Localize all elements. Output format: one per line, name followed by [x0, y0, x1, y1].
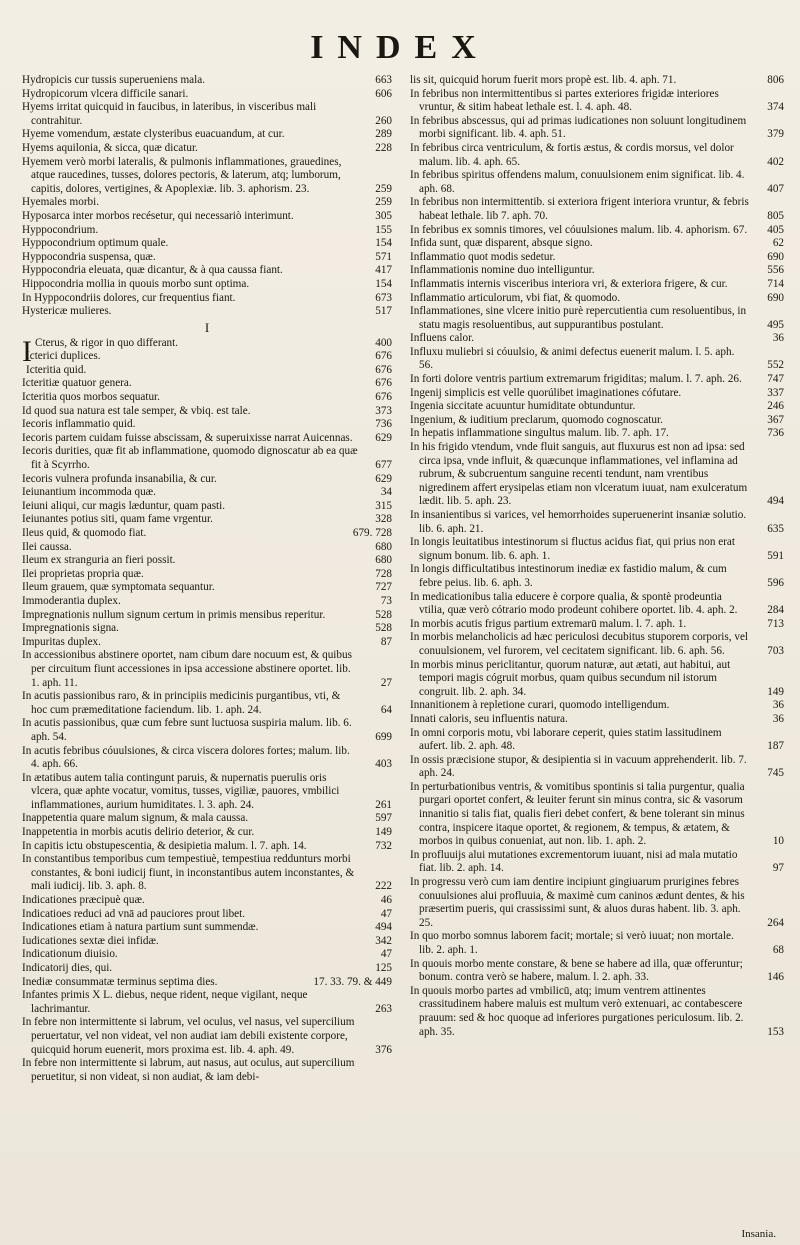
page-number: 342: [375, 934, 392, 947]
index-entry: [22, 1057, 392, 1084]
index-entry: [22, 622, 392, 636]
entry-text: In ossis præcisione stupor, & desipientia si in vacuum apprehenderit. lib. 7. aph. 24.: [410, 753, 747, 780]
index-entry: [22, 156, 392, 197]
entry-text: Inflammatio articulorum, vbi fiat, & quomodo.: [410, 291, 621, 304]
entry-list-left-2: [22, 350, 392, 1084]
entry-text: Indicationes præcipuè quæ.: [22, 894, 145, 907]
index-entry: [22, 500, 392, 514]
page-number: 17. 33. 79. & 449: [313, 975, 392, 988]
page-number: 597: [375, 812, 392, 825]
index-entry: [22, 445, 392, 472]
entry-text: In hepatis inflammatione singultus malum. lib. 7. aph. 17.: [410, 427, 669, 440]
page-number: 376: [375, 1043, 392, 1056]
index-entry: [410, 958, 784, 985]
index-entry: [410, 400, 784, 414]
entry-text: Hyemem verò morbi lateralis, & pulmonis inflammationes, grauedines, atque raucedines, tusses, dolores pectoris, & laterum, atq; lumborum, capitis, dolores, vertigines, & Apoplexiæ. lib. 3. aphorism. 23.: [22, 155, 342, 195]
page-number: 46: [380, 894, 392, 907]
index-entry: [410, 224, 784, 238]
index-column-left: [22, 74, 392, 1236]
page-number: 228: [375, 141, 392, 154]
index-entry: [22, 853, 392, 894]
page-number: 260: [375, 114, 392, 127]
entry-text: In perturbationibus ventris, & vomitibus spontinis si talia purgentur, qualia purgari oportet confert, & leuiter ferunt sin minus contra, sic & vasorum innanitio si talis fiat, qualis fieri debet confert, & bene tolerant sin minus contra, inspicere itaque oportet, & regionem, & tempus, & ætatem, & morbos in quibus conueniat, aut non. lib. 1. aph. 2.: [410, 780, 745, 848]
entry-list-right: [410, 74, 784, 1039]
page-number: 679. 728: [352, 527, 392, 539]
index-entry: [22, 432, 392, 446]
page-number: 805: [767, 209, 784, 222]
index-entry: [22, 305, 392, 319]
entry-text: In acutis passionibus, quæ cum febre sunt luctuosa suspiria malum. lib. 6. aph. 54.: [22, 717, 352, 743]
index-entry: [410, 278, 784, 292]
index-entry: [22, 278, 392, 292]
page-number: 73: [380, 594, 392, 607]
page-number: 264: [767, 916, 784, 929]
entry-text: Iecoris partem cuidam fuisse abscissam, & superuixisse narrat Auicennas.: [22, 431, 353, 444]
page-number: 27: [380, 676, 392, 689]
entry-text: Inflammatis internis visceribus interiora vri, & exteriora frigere, & cur.: [410, 277, 728, 290]
entry-text: Ileus quid, & quomodo fiat.: [22, 527, 147, 539]
index-entry: [410, 115, 784, 142]
entry-text: In longis leuitatibus intestinorum si fluctus acidus fiat, qui prius non erat signum bonum. lib. 6. aph. 1.: [410, 536, 736, 562]
index-entry: [22, 921, 392, 935]
entry-text: In morbis minus periclitantur, quorum naturæ, aut ætati, aut habitui, aut tempori magis cógruit morbus, quam quibus secundum nil istorum congruit. lib. 2. aph. 34.: [410, 658, 731, 698]
section-letter-heading: I: [204, 319, 210, 335]
page-number: 552: [767, 359, 784, 372]
index-entry: [22, 1016, 392, 1057]
entry-text: In acutis passionibus raro, & in principiis medicinis purgantibus, vti, & hoc cum præmeditatione faciendum. lib. 1. aph. 24.: [22, 690, 341, 716]
index-entry: [22, 554, 392, 568]
entry-text: Iecoris durities, quæ fit ab inflammatione, quomodo dignoscatur ab ea quæ fit à Scyrrho.: [22, 445, 358, 472]
catchword: Insania.: [741, 1228, 776, 1240]
page-number: 64: [380, 703, 392, 716]
page-number: 246: [767, 400, 784, 413]
entry-text: Inflammationis nomine duo intelliguntur.: [410, 264, 595, 277]
page-number: 154: [375, 277, 392, 290]
entry-text: In febribus non intermittentib. si exteriora frigent interiora vruntur, & febris habeat lethale. lib 7. aph. 70.: [410, 196, 749, 222]
index-entry: [410, 414, 784, 428]
page-number: 690: [767, 250, 784, 263]
page-number: 36: [772, 699, 784, 712]
entry-text: In quouis morbo mente constare, & bene se habere ad illa, quæ offeruntur; bonum. contra verò se habere, malum. l. 2. aph. 33.: [410, 957, 743, 984]
page-number: 259: [375, 196, 392, 209]
index-entry: [22, 541, 392, 555]
page-number: 315: [375, 499, 392, 512]
page-number: 676: [375, 363, 392, 376]
index-entry: [22, 210, 392, 224]
page-title: INDEX: [310, 29, 490, 66]
page-number: 690: [767, 291, 784, 304]
index-entry: [410, 74, 784, 88]
page-number: 403: [375, 758, 392, 771]
entry-text: In profluuijs alui mutationes excrementorum iuuant, nisi ad mala mutatio fiat. lib. 2. aph. 14.: [410, 848, 738, 875]
entry-text: Inappetentia in morbis acutis delirio deterior, & cur.: [22, 826, 255, 839]
entry-text: Impuritas duplex.: [22, 635, 101, 648]
index-entry: [22, 976, 392, 990]
entry-text: Inflammatio quot modis sedetur.: [410, 250, 556, 263]
index-entry: [22, 840, 392, 854]
entry-text: In Hyppocondriis dolores, cur frequentius fiant.: [22, 291, 236, 304]
page-number: 629: [375, 431, 392, 444]
page-number: 745: [767, 767, 784, 780]
entry-text: Inflammationes, sine vlcere initio purè repercutientia cum resoluentibus, in statu magis resoluentibus, aut suppurantibus postulant.: [410, 305, 747, 331]
entry-text: In forti dolore ventris partium extremarum frigiditas; malum. l. 7. aph. 26.: [410, 373, 742, 386]
page-number: 635: [767, 522, 784, 535]
index-entry: [410, 373, 784, 387]
page-number: 400: [375, 336, 392, 349]
page-number: 187: [767, 740, 784, 753]
page-number: 149: [767, 685, 784, 698]
entry-text: In ætatibus autem talia contingunt paruis, & nupernatis puerulis oris vlcera, quæ aphte vocatur, vomitus, tusses, vigiliæ, pauores, vmbilici inflammationes, aurium humiditates. l. 3. aph. 24.: [22, 771, 340, 811]
entry-text: Hyppocondria suspensa, quæ.: [22, 250, 156, 263]
entry-text: In longis difficultatibus intestinorum inediæ ex fastidio malum, & cum febre peius. lib. 6. aph. 3.: [410, 563, 727, 589]
index-entry: [22, 364, 392, 378]
entry-text: Hyppocondrium.: [22, 223, 99, 236]
index-entry: [22, 812, 392, 826]
entry-text: Influxu muliebri si cóuulsio, & animi defectus euenerit malum. l. 5. aph. 56.: [410, 345, 735, 372]
entry-text: Hyppocondria eleuata, quæ dicantur, & à qua caussa fiant.: [22, 264, 283, 277]
index-entry: [410, 930, 784, 957]
entry-text: In his frigido vtendum, vnde fluit sanguis, aut fluxurus est non ad ipsa: sed circa ipsa, vnde influit, & quæcunque inflammationes, vel inflamina ad rubrum, & subcruentum sanguine recenti tendunt, nam vrentibus nigredinem affert erysipelas etiam non vlceratum iuuat, nam exulceratum lædit. lib. 5. aph. 23.: [410, 441, 748, 508]
page-number: 703: [767, 644, 784, 657]
entry-text: Hyppocondrium optimum quale.: [22, 237, 169, 250]
entry-text: In quouis morbo partes ad vmbilicū, atq; imum ventrem attinentes crassitudinem habere maluis est multum verò extenuari, ac contabescere prauum: sed & hoc quoque ad inferiores purgationes periculosum. lib. 2. aph. 35.: [410, 984, 744, 1038]
entry-text: Hyems irritat quicquid in faucibus, in lateribus, in visceribus mali contrahitur.: [22, 101, 317, 127]
entry-text: Id quod sua natura est tale semper, & vbiq. est tale.: [22, 404, 251, 417]
entry-text: Hyeme vomendum, æstate clysteribus euacuandum, at cur.: [22, 128, 285, 141]
index-entry: [22, 391, 392, 405]
entry-text: In accessionibus abstinere oportet, nam cibum dare nocuum est, & quibus per circuitum fiunt accessiones in ipsa accessione abstinere oportet. lib. 1. aph. 11.: [22, 649, 352, 689]
index-entry: [410, 985, 784, 1039]
index-entry: [22, 101, 392, 128]
page-number: 284: [767, 604, 784, 617]
index-entry: [22, 377, 392, 391]
page-number: 154: [375, 237, 392, 250]
entry-text: Indicatioes reduci ad vnā ad pauciores prout libet.: [22, 907, 246, 920]
index-entry: [22, 292, 392, 306]
page-number: 47: [380, 907, 392, 920]
index-entry: [22, 418, 392, 432]
entry-text: Hydropicis cur tussis superueniens mala.: [22, 74, 206, 86]
page-number: 373: [375, 404, 392, 417]
entry-text: Ieiunantes potius siti, quam fame vrgentur.: [22, 513, 213, 526]
entry-text: In acutis febribus cóuulsiones, & circa viscera dolores fortes; malum. lib. 4. aph. 66.: [22, 744, 350, 771]
page-number: 97: [772, 862, 784, 875]
page-number: 606: [375, 87, 392, 100]
index-entry: [22, 595, 392, 609]
entry-text: Indicationum diuisio.: [22, 948, 118, 961]
entry-text: Infida sunt, quæ disparent, absque signo.: [410, 237, 593, 250]
page-number: 596: [767, 576, 784, 589]
index-entry: [22, 251, 392, 265]
page-number: 146: [767, 971, 784, 984]
index-entry: [410, 727, 784, 754]
entry-text: Ieiunantium incommoda quæ.: [22, 486, 156, 499]
page-number: 263: [375, 1002, 392, 1015]
page-number: 677: [375, 459, 392, 472]
entry-text: Ileum grauem, quæ symptomata sequantur.: [22, 581, 215, 594]
page-number: 36: [772, 332, 784, 345]
page-number: 62: [772, 237, 784, 250]
entry-text: In febre non intermittente si labrum, vel oculus, vel nasus, vel supercilium peruertatur, vel non videat, vel non audiat iam debili existente corpore, quicquid horum euenerit, mors proxima est. lib. 4. aph. 49.: [22, 1016, 355, 1056]
entry-text: In febribus circa ventriculum, & fortis æstus, & cordis morsus, vel dolor malum. lib. 4. aph. 65.: [410, 141, 734, 168]
index-entry: [410, 659, 784, 700]
entry-text: In omni corporis motu, vbi laborare ceperit, quies statim lassitudinem aufert. lib. 2. aph. 48.: [410, 726, 722, 753]
page-number: 379: [767, 128, 784, 141]
page-number: 629: [375, 472, 392, 485]
entry-text: In quo morbo somnus laborem facit; mortale; si verò iuuat; non mortale. lib. 2. aph. 1.: [410, 930, 734, 956]
page-number: 495: [767, 318, 784, 331]
drop-cap: I: [22, 334, 32, 368]
entry-text: Hydropicorum vlcera difficile sanari.: [22, 87, 189, 100]
entry-list-left: [22, 74, 392, 319]
entry-text: Inappetentia quare malum signum, & mala caussa.: [22, 812, 249, 825]
index-entry: [22, 690, 392, 717]
entry-text: Icteritiæ quatuor genera.: [22, 377, 132, 390]
entry-text: Indicationes etiam à natura partium sunt summendæ.: [22, 921, 259, 934]
entry-text: In febribus abscessus, qui ad primas iudicationes non soluunt longitudinem morbi significant. lib. 4. aph. 51.: [410, 114, 747, 141]
index-entry: [410, 536, 784, 563]
entry-text: Hyems aquilonia, & sicca, quæ dicatur.: [22, 141, 198, 154]
page-number: 305: [375, 209, 392, 222]
entry-text: Influens calor.: [410, 332, 474, 345]
index-entry: [410, 237, 784, 251]
index-entry: [410, 387, 784, 401]
page-number: 494: [375, 921, 392, 934]
entry-text: Impregnationis signa.: [22, 622, 119, 635]
index-entry: [22, 581, 392, 595]
entry-text: Icteritia quid.: [26, 363, 87, 376]
page-number: 289: [375, 128, 392, 141]
entry-text: Iecoris vulnera profunda insanabilia, & cur.: [22, 472, 217, 485]
index-entry: [410, 509, 784, 536]
page-number: 676: [375, 391, 392, 404]
entry-text: Ilei caussa.: [22, 540, 72, 553]
index-entry: [410, 142, 784, 169]
page-number: 328: [375, 513, 392, 526]
page-number: 68: [772, 944, 784, 956]
index-entry: [410, 88, 784, 115]
index-entry: [410, 196, 784, 223]
index-column-right: [410, 74, 784, 1236]
index-entry: [22, 513, 392, 527]
page-number: 374: [767, 101, 784, 114]
index-entry: [410, 631, 784, 658]
index-entry: [22, 405, 392, 419]
entry-text: Hystericæ mulieres.: [22, 305, 112, 318]
entry-text: Indicatorij dies, qui.: [22, 962, 113, 974]
index-entry: [22, 74, 392, 88]
page-number: 494: [767, 495, 784, 508]
entry-text: Innanitionem à repletione curari, quomodo intelligendum.: [410, 699, 670, 712]
index-entry: [22, 636, 392, 650]
entry-text: In febribus non intermittentibus si partes exteriores frigidæ interiores vruntur, & sitim habeat lethale est. l. 4. aph. 48.: [410, 87, 719, 114]
page-number: 87: [380, 635, 392, 648]
index-entry: [22, 196, 392, 210]
entry-text: In constantibus temporibus cum tempestiuè, tempestiua reddunturs morbi constantes, & boni iudicij fiunt, in inconstantibus autem inconstantes, & mali iudicij. lib. 3. aph. 8.: [22, 853, 355, 893]
entry-text: Immoderantia duplex.: [22, 594, 121, 607]
page-number: 337: [767, 386, 784, 399]
entry-text: Iecoris inflammatio quid.: [22, 418, 136, 431]
page-number: 676: [375, 350, 392, 363]
index-entry: [410, 754, 784, 781]
page-number: 417: [375, 264, 392, 277]
page-number: 727: [375, 581, 392, 594]
entry-text: In morbis acutis frigus partium extremarū malum. l. 7. aph. 1.: [410, 617, 687, 630]
page-number: 517: [375, 305, 392, 318]
index-entry: [410, 563, 784, 590]
page-number: 34: [380, 486, 392, 499]
index-entry: [410, 618, 784, 632]
index-entry: [22, 128, 392, 142]
entry-text: In febribus ex somnis timores, vel cóuulsiones malum. lib. 4. aphorism. 67.: [410, 223, 748, 236]
index-entry: [410, 699, 784, 713]
index-entry: [22, 826, 392, 840]
page-number: 673: [375, 291, 392, 304]
page-number: 402: [767, 155, 784, 168]
entry-text: In medicationibus talia educere è corpore qualia, & spontè prodeuntia vtilia, quæ verò cótrario modo prodeunt cohibere oportet. lib. 4. aph. 2.: [410, 590, 738, 617]
entry-text: In insanientibus si varices, vel hemorrhoides superuenerint insaniæ solutio. lib. 6. aph. 21.: [410, 509, 747, 535]
page-number: 713: [767, 617, 784, 630]
index-entry: [410, 441, 784, 509]
index-entry: [410, 169, 784, 196]
index-entry: [22, 935, 392, 949]
page-number: 728: [375, 567, 392, 580]
index-entry: [22, 717, 392, 744]
entry-text: Ingenium, & iuditium preclarum, quomodo cognoscatur.: [410, 413, 663, 426]
entry-text: Ieiuni aliqui, cur magis læduntur, quam pasti.: [22, 499, 226, 512]
index-entry: [410, 264, 784, 278]
index-entry: [410, 346, 784, 373]
page-number: 556: [767, 264, 784, 277]
page-number: 680: [375, 540, 392, 553]
index-entry: [22, 745, 392, 772]
page-number: 528: [375, 608, 392, 621]
entry-text: Infantes primis X L. diebus, neque rident, neque vigilant, neque lachrimantur.: [22, 989, 308, 1015]
entry-text: Impregnationis nullum signum certum in primis mensibus reperitur.: [22, 608, 326, 621]
entry-text: Icteritia quos morbos sequatur.: [22, 391, 160, 404]
page-number: 591: [767, 549, 784, 562]
entry-text: Ileum ex stranguria an fieri possit.: [22, 554, 176, 567]
page-number: 10: [772, 835, 784, 848]
entry-text: In febribus spiritus offendens malum, conuulsionem enim significat. lib. 4. aph. 68.: [410, 169, 745, 195]
page-number: 528: [375, 622, 392, 635]
index-entry: [22, 473, 392, 487]
index-entry: [22, 962, 392, 976]
index-entry: [22, 88, 392, 102]
page-number: 36: [772, 712, 784, 725]
index-entry: [22, 527, 392, 541]
entry-text: Icterici duplices.: [26, 350, 101, 363]
page-number: 571: [375, 250, 392, 263]
page-number: 405: [767, 223, 784, 236]
page-number: 736: [375, 418, 392, 431]
index-entry: [410, 305, 784, 332]
index-entry: [22, 486, 392, 500]
index-entry: [22, 237, 392, 251]
entry-text: Hyposarca inter morbos recésetur, qui necessariò interimunt.: [22, 209, 294, 222]
entry-text: Hippocondria mollia in quouis morbo sunt optima.: [22, 277, 250, 290]
page-number: 663: [375, 74, 392, 86]
entry-text: lis sit, quicquid horum fuerit mors propè est. lib. 4. aph. 71.: [410, 74, 677, 86]
index-entry: [22, 908, 392, 922]
entry-text: Inediæ consummatæ terminus septima dies.: [22, 975, 218, 988]
entry-text: Innati caloris, seu influentis natura.: [410, 712, 568, 725]
index-entry: [22, 894, 392, 908]
index-entry: [22, 264, 392, 278]
page-number: 47: [380, 948, 392, 961]
index-entry: [410, 781, 784, 849]
entry-text: Ingenia siccitate acuuntur humiditate obtunduntur.: [410, 400, 636, 413]
index-entry: [410, 713, 784, 727]
index-entry: [410, 849, 784, 876]
page-number: 699: [375, 730, 392, 743]
page-number: 806: [767, 74, 784, 86]
entry-text: In capitis ictu obstupescentia, & desipietia malum. l. 7. aph. 14.: [22, 839, 307, 852]
page-number: 222: [375, 880, 392, 893]
page-number: 680: [375, 554, 392, 567]
index-entry: [22, 350, 392, 364]
page-number: 747: [767, 373, 784, 386]
index-entry: [22, 649, 392, 690]
page-number: 732: [375, 839, 392, 852]
entry-text: Hyemales morbi.: [22, 196, 100, 209]
index-entry: [410, 292, 784, 306]
page-number: 259: [375, 182, 392, 195]
page-number: 125: [375, 962, 392, 974]
page-number: 261: [375, 798, 392, 811]
page-number: 407: [767, 182, 784, 195]
entry-text: In progressu verò cum iam dentire incipiunt gingiuarum prurigines febres conuulsiones alui profluuia, & maximè cum caninos ædunt dentes, & his præsertim pueris, qui crassissimi sunt, & aluos duras habent. lib. 3. aph. 25.: [410, 876, 745, 929]
index-entry: [410, 332, 784, 346]
index-entry: [22, 568, 392, 582]
entry-text: Iudicationes sextæ diei infidæ.: [22, 934, 159, 947]
entry-text: Cterus, & rigor in quo differant.: [35, 336, 179, 349]
index-entry: [22, 142, 392, 156]
page-number: 153: [767, 1025, 784, 1038]
page-number: 149: [375, 826, 392, 839]
entry-text: Ilei proprietas propria quæ.: [22, 567, 144, 580]
page-number: 676: [375, 377, 392, 390]
page-number: 155: [375, 223, 392, 236]
page-number: 367: [767, 413, 784, 426]
index-entry: [22, 772, 392, 813]
page-number: 736: [767, 427, 784, 440]
entry-text: In morbis melancholicis ad hæc periculosi decubitus stuporem corporis, vel conuulsionem, vel furorem, vel cecitatem significant. lib. 6. aph. 56.: [410, 631, 749, 657]
index-entry: [22, 224, 392, 238]
index-entry: [410, 591, 784, 618]
index-entry: [410, 876, 784, 930]
entry-text: Ingenij simplicis est velle quorúlibet imaginationes cófutare.: [410, 386, 682, 399]
index-entry: [22, 609, 392, 623]
entry-text: In febre non intermittente si labrum, aut nasus, aut oculus, aut supercilium peruetitur, si non videat, si non audiat, & iam debi-: [22, 1057, 355, 1083]
index-entry: [410, 427, 784, 441]
page-number: 714: [767, 277, 784, 290]
index-entry: [22, 948, 392, 962]
index-entry: [410, 251, 784, 265]
index-entry: [22, 989, 392, 1016]
